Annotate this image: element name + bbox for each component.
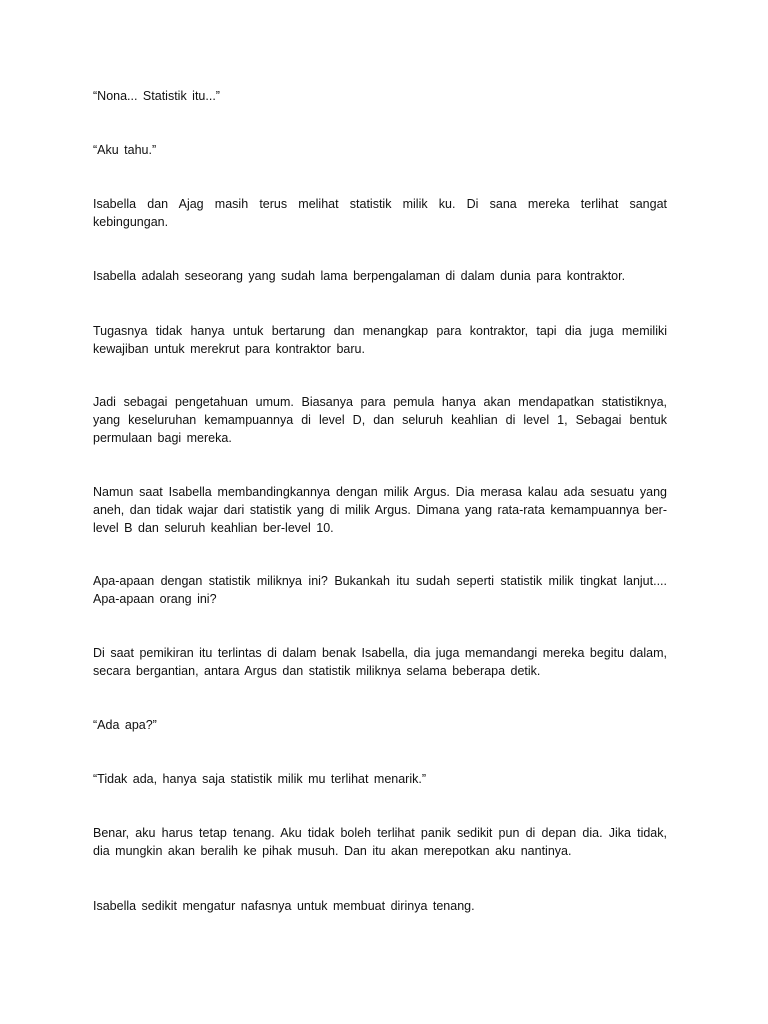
paragraph: Jadi sebagai pengetahuan umum. Biasanya para pemula hanya akan mendapatkan statistiknya, yang keseluruhan kemampuannya di level D, dan seluruh keahlian di level 1, Sebagai bentuk permulaan bagi mereka.: [93, 395, 667, 445]
paragraph: “Aku tahu.”: [93, 143, 157, 157]
paragraph: Apa-apaan dengan statistik miliknya ini? Bukankah itu sudah seperti statistik milik tingkat lanjut.... Apa-apaan orang ini?: [93, 574, 667, 606]
paragraph: Tugasnya tidak hanya untuk bertarung dan menangkap para kontraktor, tapi dia juga memiliki kewajiban untuk merekrut para kontraktor baru.: [93, 324, 667, 356]
paragraph: Isabella sedikit mengatur nafasnya untuk membuat dirinya tenang.: [93, 899, 475, 913]
paragraph: “Tidak ada, hanya saja statistik milik mu terlihat menarik.”: [93, 772, 427, 786]
paragraph: “Nona... Statistik itu...”: [93, 89, 220, 103]
paragraph: Benar, aku harus tetap tenang. Aku tidak boleh terlihat panik sedikit pun di depan dia. Jika tidak, dia mungkin akan beralih ke pihak musuh. Dan itu akan merepotkan aku nantinya.: [93, 826, 667, 858]
paragraph: “Ada apa?”: [93, 718, 157, 732]
paragraph: Namun saat Isabella membandingkannya dengan milik Argus. Dia merasa kalau ada sesuatu yang aneh, dan tidak wajar dari statistik yang di milik Argus. Dimana yang rata-rata kemampuannya ber-level B dan seluruh keahlian ber-level 10.: [93, 485, 667, 535]
paragraph: Isabella dan Ajag masih terus melihat statistik milik ku. Di sana mereka terlihat sangat kebingungan.: [93, 197, 667, 229]
paragraph: Di saat pemikiran itu terlintas di dalam benak Isabella, dia juga memandangi mereka begitu dalam, secara bergantian, antara Argus dan statistik miliknya selama beberapa detik.: [93, 646, 667, 678]
paragraph: Isabella adalah seseorang yang sudah lama berpengalaman di dalam dunia para kontraktor.: [93, 269, 626, 283]
